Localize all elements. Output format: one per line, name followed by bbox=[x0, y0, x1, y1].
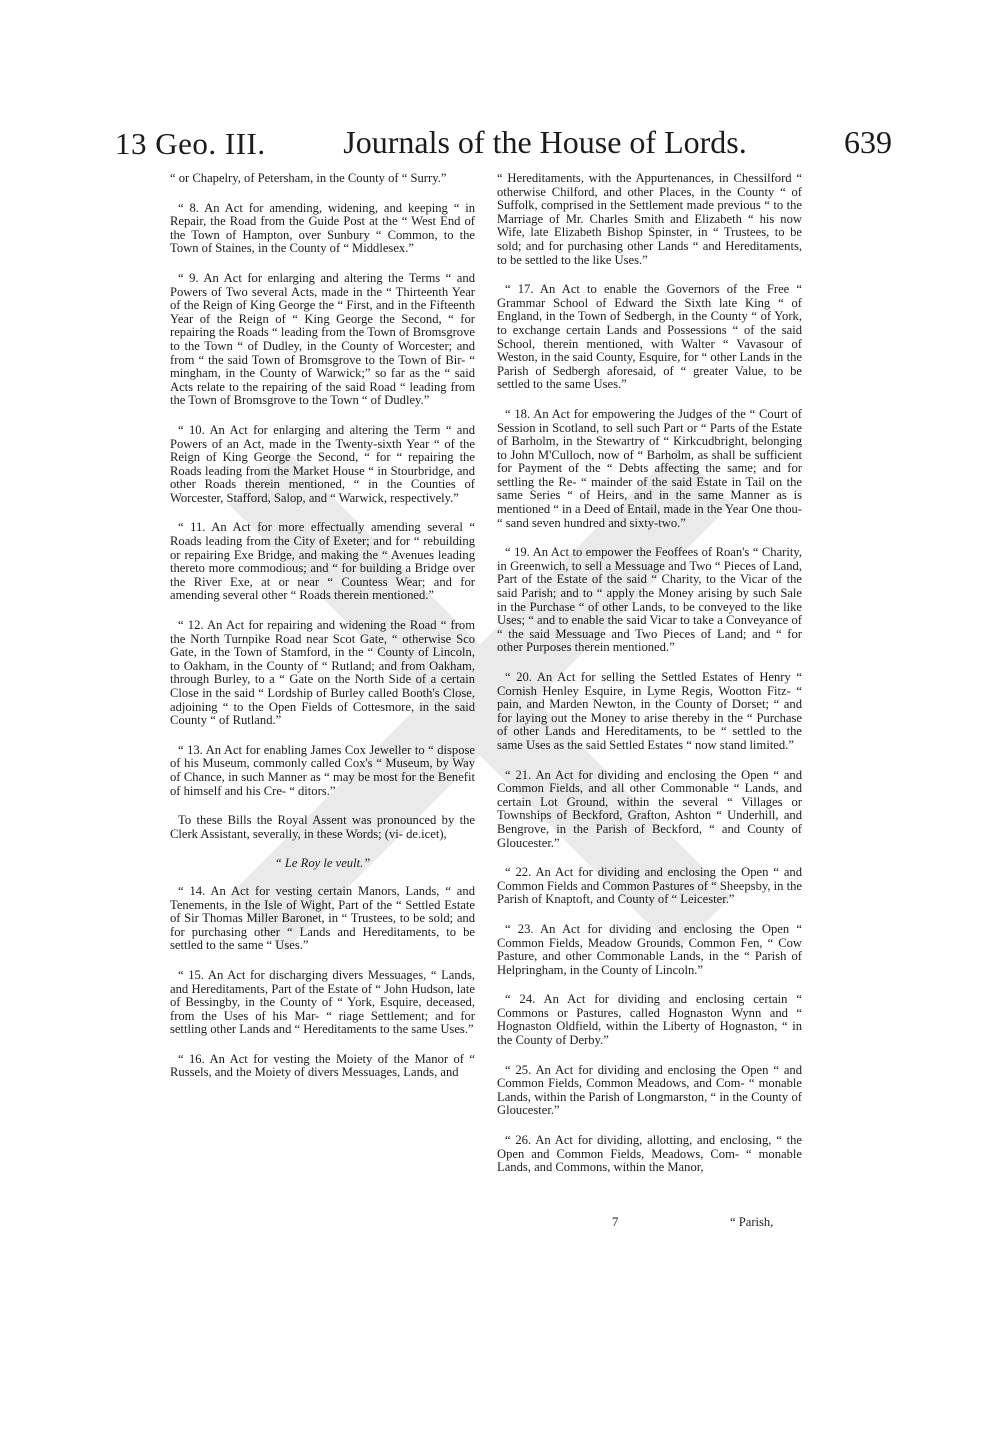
entry-paragraph: “ 22. An Act for dividing and enclosing the Open “ and Common Fields and Common Pastures of “ Sheepsby, in the Parish of Knaptoft, and County of “ Leicester.” bbox=[497, 865, 802, 907]
entry-paragraph: “ 10. An Act for enlarging and altering the Term “ and Powers of an Act, made in the Twenty-sixth Year “ of the Reign of King George the Second, “ for “ repairing the Roads leading from the Market House “ in Stourbridge, and other Roads therein mentioned, “ in the Counties of Worcester, Stafford, Salop, and “ Warwick, respectively.” bbox=[170, 422, 475, 505]
entry-paragraph: “ 17. An Act to enable the Governors of the Free “ Grammar School of Edward the Sixth late King “ of England, in the Town of Sedbergh, in the County “ of York, to exchange certain Lands and Possessions “ of the said School, therein mentioned, with Walter “ Vavasour of Weston, in the said County, Esquire, for “ other Lands in the Parish of Sedbergh aforesaid, of “ greater Value, to be settled to the same Uses.” bbox=[497, 282, 802, 392]
entry-paragraph: “ 21. An Act for dividing and enclosing the Open “ and Common Fields, and all other Commonable “ Lands, and certain Lot Ground, within the several “ Villages or Townships of Beckford, Grafton, Ashton “ Underhill, and Bengrove, in the Parish of Beckford, “ and County of Gloucester.” bbox=[497, 767, 802, 850]
entry-paragraph: “ 24. An Act for dividing and enclosing certain “ Commons or Pastures, called Hognaston Wynn and “ Hognaston Oldfield, within the Liberty of Hognaston, “ in the County of Derby.” bbox=[497, 992, 802, 1048]
entry-paragraph: “ 9. An Act for enlarging and altering the Terms “ and Powers of Two several Acts, made in the “ Thirteenth Year of the Reign of King George the “ First, and in the Fifteenth Year of the Reign of “ King George the Second, “ for repairing the Roads “ leading from the Town of Bromsgrove to the Town “ of Dudley, in the County of Worcester; and from “ the said Town of Bromsgrove to the Town of Bir- “ mingham, in the County of Warwick;” so far as the “ said Acts relate to the repairing of the said Road “ leading from the Town of Bromsgrove to the Town “ of Dudley.” bbox=[170, 270, 475, 408]
regnal-year: 13 Geo. III. bbox=[115, 126, 266, 161]
left-column bbox=[170, 172, 475, 1096]
entry-paragraph: “ 20. An Act for selling the Settled Estates of Henry “ Cornish Henley Esquire, in Lyme Regis, Wootton Fitz- “ pain, and Marden Newton, in the County of Dorset; “ and for laying out the Money to arise thereby in the “ Purchase of other Lands and Hereditaments, to be “ settled to the same Uses as the said Settled Estates “ now stand limited.” bbox=[497, 670, 802, 752]
entry-paragraph: “ 19. An Act to empower the Feoffees of Roan's “ Charity, in Greenwich, to sell a Messuage and Two “ Pieces of Land, Part of the Estate of the said “ Charity, to the Vicar of the said Parish; and to “ apply the Money arising by such Sale in the Purchase “ of other Lands, to be conveyed to the like Uses; “ and to enable the said Vicar to take a Conveyance of “ the said Messuage and Two Pieces of Land; and “ for other Purposes therein mentioned.” bbox=[497, 545, 802, 655]
signature-mark: 7 bbox=[612, 1215, 619, 1229]
royal-formula: “ Le Roy le veult.” bbox=[274, 856, 371, 871]
entry-paragraph: “ 13. An Act for enabling James Cox Jeweller to “ dispose of his Museum, commonly called Cox's “ Museum, by Way of Chance, in such Manner as “ may be most for the Benefit of himself and his Cre- “ ditors.” bbox=[170, 742, 475, 798]
entry-paragraph: “ 15. An Act for discharging divers Messuages, “ Lands, and Hereditaments, Part of the Estate of “ John Hudson, late of Bessingby, in the County of “ York, Esquire, deceased, from the Uses of his Mar- “ riage Settlement; and for settling other Lands and “ Hereditaments to the same Uses.” bbox=[170, 967, 475, 1037]
page-number: 639 bbox=[844, 124, 892, 160]
entry-paragraph: “ or Chapelry, of Petersham, in the County of “ Surry.” bbox=[170, 171, 447, 185]
catchword: “ Parish, bbox=[730, 1215, 774, 1229]
entry-paragraph: “ Hereditaments, with the Appurtenances, in Chessilford “ otherwise Chilford, and other Places, in the County “ of Suffolk, comprised in the Settlement made previous “ to the Marriage of Mr. Charles Smith and Elizabeth “ his now Wife, late Elizabeth Bishop Spinster, in “ Trustees, to be sold; and for purchasing other Lands “ and Hereditaments, to be settled to the like Uses.” bbox=[497, 171, 802, 267]
entry-paragraph: “ 12. An Act for repairing and widening the Road “ from the North Turnpike Road near Scot Gate, “ otherwise Sco Gate, in the Town of Stamford, in the “ County of Lincoln, to Oakham, in the County of “ Rutland; and from Oakham, through Burley, to a “ Gate on the North Side of a certain Close in the said “ Lordship of Burley called Booth's Close, adjoining “ to the Open Fields of Cottesmore, in the said County “ of Rutland.” bbox=[170, 618, 475, 728]
entry-paragraph: “ 25. An Act for dividing and enclosing the Open “ and Common Fields, Common Meadows, and Com- “ monable Lands, within the Parish of Longmarston, “ in the County of Gloucester.” bbox=[497, 1062, 802, 1118]
royal-assent-text: To these Bills the Royal Assent was pronounced by the Clerk Assistant, severally, in these Words; (vi- de.icet), bbox=[170, 813, 475, 841]
entry-paragraph: “ 18. An Act for empowering the Judges of the “ Court of Session in Scotland, to sell such Part or “ Parts of the Estate of Barholm, in the Stewartry of “ Kirkcudbright, belonging to John M'Culloch, now of “ Barholm, as shall be sufficient for Payment of the “ Debts affecting the same; and for settling the Re- “ mainder of the said Estate in Tail on the same Series “ of Heirs, and in the same Manner as is mentioned “ in a Deed of Entail, made in the Year One thou- “ sand seven hundred and sixty-two.” bbox=[497, 406, 802, 530]
entry-paragraph: “ 26. An Act for dividing, allotting, and enclosing, “ the Open and Common Fields, Meadows, Com- “ monable Lands, and Commons, within the Manor, bbox=[497, 1133, 802, 1175]
entry-paragraph: “ 23. An Act for dividing and enclosing the Open “ Common Fields, Meadow Grounds, Common Fen, “ Cow Pasture, and other Commonable Lands, in the “ Parish of Helpringham, in the County of Lincoln.” bbox=[497, 921, 802, 977]
right-column bbox=[497, 172, 802, 1191]
entry-paragraph: “ 14. An Act for vesting certain Manors, Lands, “ and Tenements, in the Isle of Wight, Part of the “ Settled Estate of Sir Thomas Miller Baronet, in “ Trustees, to be sold; and for purchasing other “ Lands and Hereditaments, to be settled to the same “ Uses.” bbox=[170, 883, 475, 953]
entry-paragraph: “ 11. An Act for more effectually amending several “ Roads leading from the City of Exeter; and for “ rebuilding or repairing Exe Bridge, and making the “ Avenues leading thereto more commodious; and “ for building a Bridge over the River Exe, at or near “ Countess Wear; and for amending several other “ Roads therein mentioned.” bbox=[170, 520, 475, 603]
entry-paragraph: “ 16. An Act for vesting the Moiety of the Manor of “ Russels, and the Moiety of divers Messuages, Lands, and bbox=[170, 1051, 475, 1080]
entry-paragraph: “ 8. An Act for amending, widening, and keeping “ in Repair, the Road from the Guide Post at the “ West End of the Town of Hampton, over Sunbury “ Common, to the Town of Staines, in the County of “ Middlesex.” bbox=[170, 200, 475, 256]
page-header bbox=[115, 122, 892, 170]
journal-title: Journals of the House of Lords. bbox=[343, 124, 747, 160]
